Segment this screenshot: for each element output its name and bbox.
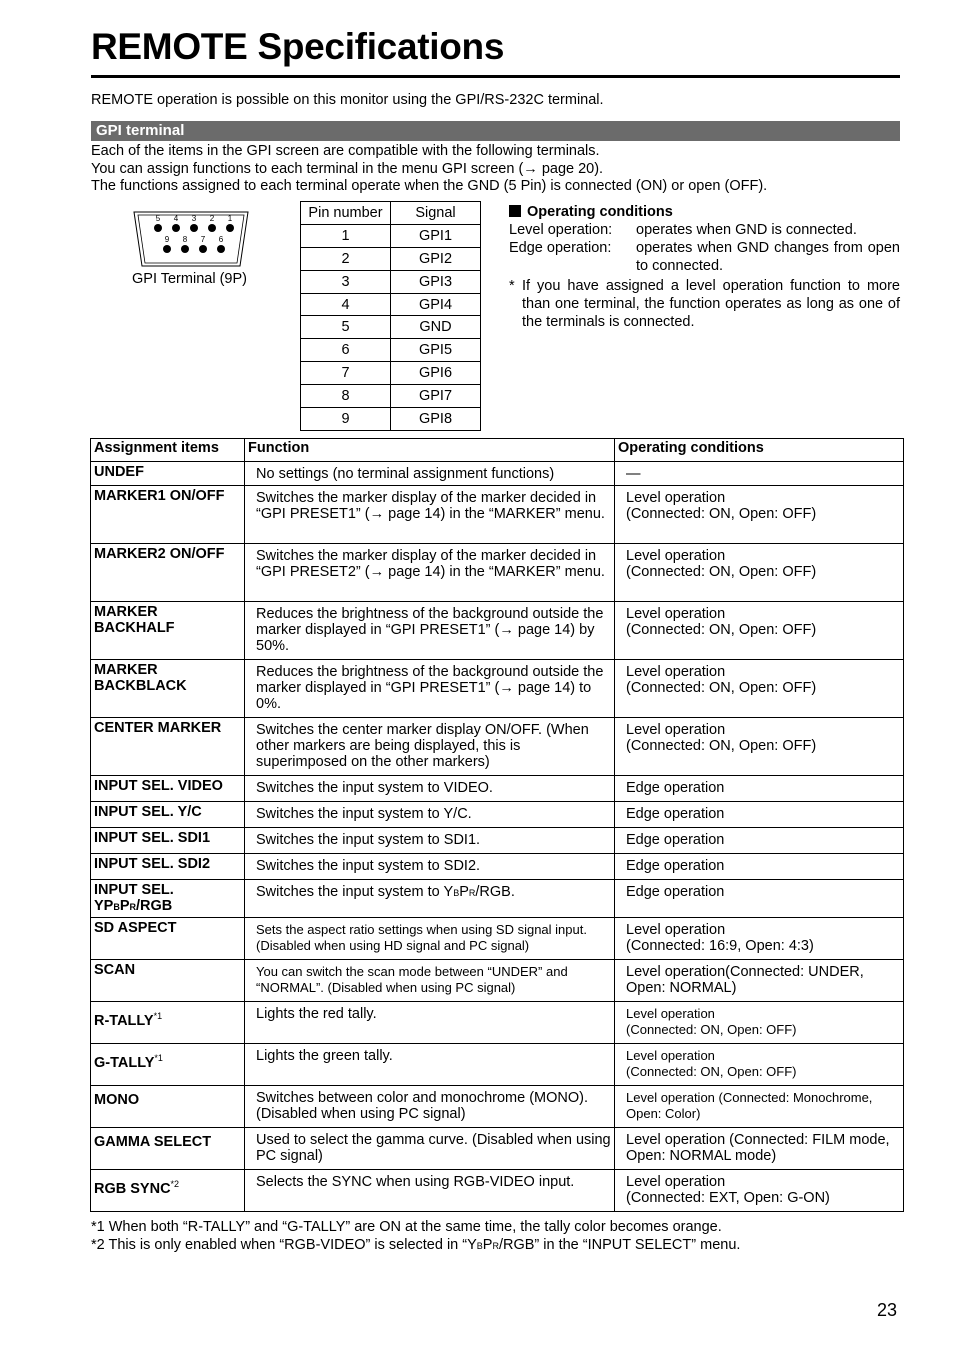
function-cell: Switches the input system to SDI2. bbox=[245, 854, 615, 880]
pin-table bbox=[300, 201, 481, 431]
pin-dot bbox=[199, 245, 207, 253]
operating-condition-cell: Level operation (Connected: Monochrome, Open: Color) bbox=[615, 1086, 904, 1128]
operating-condition-cell: Level operation (Connected: FILM mode, Open: NORMAL mode) bbox=[615, 1128, 904, 1170]
assignment-item bbox=[91, 918, 245, 960]
table-row bbox=[91, 486, 904, 544]
item-text: GAMMA SELECT bbox=[94, 1134, 212, 1150]
function-cell: Switches the input system to VIDEO. bbox=[245, 776, 615, 802]
operating-condition-cell: Level operation (Connected: ON, Open: OFF) bbox=[615, 1044, 904, 1086]
item-r: R bbox=[129, 902, 137, 912]
gpi-paragraph-line: Each of the items in the GPI screen are compatible with the following terminals. bbox=[91, 143, 600, 159]
operating-condition-cell: Level operation (Connected: ON, Open: OFF) bbox=[615, 486, 904, 544]
assignment-item bbox=[91, 776, 245, 802]
item-text: INPUT SEL. SDI1 bbox=[94, 830, 211, 846]
function-cell: Reduces the brightness of the background outside the marker displayed in “GPI PRESET1” (→ page 14) to 0%. bbox=[245, 660, 615, 718]
assignment-item bbox=[91, 880, 245, 918]
assignment-item bbox=[91, 828, 245, 854]
assignment-item bbox=[91, 544, 245, 602]
pin-row bbox=[301, 316, 481, 339]
pin-number-label: 5 bbox=[155, 214, 161, 223]
section-title: GPI terminal bbox=[96, 122, 185, 139]
intro-text: REMOTE operation is possible on this monitor using the GPI/RS-232C terminal. bbox=[91, 92, 604, 108]
item-text: CENTER MARKER bbox=[94, 720, 222, 736]
assignment-table bbox=[90, 438, 904, 1212]
pin-row bbox=[301, 362, 481, 385]
pin-number-label: 9 bbox=[164, 235, 170, 244]
pin-dot bbox=[226, 224, 234, 232]
pin-dot bbox=[217, 245, 225, 253]
table-row bbox=[91, 802, 904, 828]
heading-text: Operating conditions bbox=[527, 204, 673, 220]
operating-condition-cell: Level operation (Connected: ON, Open: OFF) bbox=[615, 718, 904, 776]
note-mark: * bbox=[509, 278, 515, 294]
operating-conditions bbox=[509, 203, 900, 331]
table-row bbox=[91, 918, 904, 960]
pin-number: 1 bbox=[301, 224, 391, 247]
note-text: If you have assigned a level operation function to more than one terminal, the function operates as long as one of the terminals is connected. bbox=[522, 278, 900, 330]
footnote-2-post: /RGB” in the “INPUT SELECT” menu. bbox=[498, 1237, 741, 1253]
footnote-mark: *2 bbox=[170, 1179, 180, 1189]
pin-number-label: 8 bbox=[182, 235, 188, 244]
gpi-connector-diagram bbox=[132, 210, 250, 268]
edge-text: operates when GND changes from open to connected. bbox=[636, 240, 900, 274]
footnote-mark: *1 bbox=[154, 1053, 163, 1063]
pin-header-number: Pin number bbox=[301, 202, 391, 225]
operating-condition-cell: Level operation (Connected: EXT, Open: G-ON) bbox=[615, 1170, 904, 1212]
gpi-paragraph bbox=[91, 143, 767, 196]
page-number: 23 bbox=[877, 1300, 898, 1320]
item-p: P bbox=[119, 898, 130, 914]
header-assignment-items: Assignment items bbox=[91, 439, 245, 462]
pin-signal: GPI5 bbox=[391, 339, 481, 362]
assignment-item bbox=[91, 486, 245, 544]
connector-label: GPI Terminal (9P) bbox=[132, 271, 247, 287]
operating-condition-cell: Edge operation bbox=[615, 828, 904, 854]
item-line: INPUT SEL. bbox=[94, 882, 174, 898]
pin-number-label: 6 bbox=[218, 235, 224, 244]
function-cell: Switches the marker display of the marker decided in “GPI PRESET2” (→ page 14) in the “MARKER” menu. bbox=[245, 544, 615, 602]
item-text: MARKER BACKBLACK bbox=[94, 662, 187, 694]
assignment-item bbox=[91, 660, 245, 718]
operating-condition-cell: Level operation (Connected: ON, Open: OFF) bbox=[615, 660, 904, 718]
section-header-gpi bbox=[91, 121, 900, 141]
pin-dot bbox=[208, 224, 216, 232]
table-row bbox=[91, 880, 904, 918]
item-text: RGB SYNC bbox=[94, 1180, 171, 1197]
title-rule bbox=[91, 75, 900, 78]
pin-number: 7 bbox=[301, 362, 391, 385]
item-text: MARKER1 ON/OFF bbox=[94, 488, 225, 504]
function-cell: Lights the green tally. bbox=[245, 1044, 615, 1086]
pin-number: 4 bbox=[301, 293, 391, 316]
table-row bbox=[91, 1086, 904, 1128]
item-text: INPUT SEL. Y/C bbox=[94, 804, 202, 820]
pin-row bbox=[301, 293, 481, 316]
item-text: SCAN bbox=[94, 962, 136, 978]
table-row bbox=[91, 462, 904, 486]
operating-note bbox=[509, 277, 900, 331]
pin-number: 9 bbox=[301, 408, 391, 431]
pin-row bbox=[301, 339, 481, 362]
edge-label: Edge operation: bbox=[509, 240, 612, 256]
table-row bbox=[91, 1002, 904, 1044]
table-row bbox=[91, 544, 904, 602]
pin-table-header bbox=[301, 202, 481, 225]
pin-row bbox=[301, 270, 481, 293]
pin-row bbox=[301, 385, 481, 408]
square-bullet-icon bbox=[509, 205, 521, 217]
pin-number-label: 7 bbox=[200, 235, 206, 244]
function-cell: Sets the aspect ratio settings when using SD signal input. (Disabled when using HD signal and PC signal) bbox=[245, 918, 615, 960]
footnote-1: *1 When both “R-TALLY” and “G-TALLY” are ON at the same time, the tally color becomes orange. bbox=[91, 1219, 722, 1235]
operating-condition-cell: Edge operation bbox=[615, 854, 904, 880]
function-cell: Lights the red tally. bbox=[245, 1002, 615, 1044]
function-cell: Switches the marker display of the marker decided in “GPI PRESET1” (→ page 14) in the “MARKER” menu. bbox=[245, 486, 615, 544]
level-label: Level operation: bbox=[509, 222, 613, 238]
header-function: Function bbox=[245, 439, 615, 462]
function-cell: Switches the input system to Y/C. bbox=[245, 802, 615, 828]
function-pre: Switches the input system to Y bbox=[256, 884, 454, 900]
edge-operation-row bbox=[509, 239, 900, 275]
operating-condition-cell: — bbox=[615, 462, 904, 486]
function-p: P bbox=[459, 884, 469, 900]
assignment-item bbox=[91, 802, 245, 828]
function-cell: Used to select the gamma curve. (Disabled when using PC signal) bbox=[245, 1128, 615, 1170]
table-row bbox=[91, 1128, 904, 1170]
item-text: MONO bbox=[94, 1092, 140, 1108]
pin-signal: GND bbox=[391, 316, 481, 339]
pin-signal: GPI2 bbox=[391, 247, 481, 270]
assignment-item bbox=[91, 960, 245, 1002]
item-text: UNDEF bbox=[94, 464, 144, 480]
footnote-mark: *1 bbox=[153, 1011, 163, 1021]
footnote-2-pre: *2 This is only enabled when “RGB-VIDEO” is selected in “Y bbox=[91, 1237, 477, 1253]
operating-condition-cell: Edge operation bbox=[615, 776, 904, 802]
table-row bbox=[91, 718, 904, 776]
function-cell: Switches the input system to SDI1. bbox=[245, 828, 615, 854]
function-cell: Selects the SYNC when using RGB-VIDEO input. bbox=[245, 1170, 615, 1212]
assignment-item bbox=[91, 1170, 245, 1212]
table-row bbox=[91, 960, 904, 1002]
function-cell: Switches the center marker display ON/OFF. (When other markers are being displayed, this is superimposed on the other markers) bbox=[245, 718, 615, 776]
header-operating-conditions: Operating conditions bbox=[615, 439, 904, 462]
function-post: /RGB. bbox=[475, 884, 515, 900]
footnote-2-r: R bbox=[492, 1241, 499, 1251]
item-b: B bbox=[113, 902, 120, 912]
pin-signal: GPI6 bbox=[391, 362, 481, 385]
pin-signal: GPI1 bbox=[391, 224, 481, 247]
pin-row bbox=[301, 247, 481, 270]
function-b: B bbox=[453, 888, 460, 898]
table-row bbox=[91, 776, 904, 802]
pin-number: 2 bbox=[301, 247, 391, 270]
pin-signal: GPI7 bbox=[391, 385, 481, 408]
connector-top-pins bbox=[154, 214, 234, 232]
function-cell: You can switch the scan mode between “UNDER” and “NORMAL”. (Disabled when using PC signal) bbox=[245, 960, 615, 1002]
page-title: REMOTE Specifications bbox=[91, 26, 505, 67]
pin-row bbox=[301, 224, 481, 247]
function-cell: No settings (no terminal assignment functions) bbox=[245, 462, 615, 486]
item-text: INPUT SEL. SDI2 bbox=[94, 856, 211, 872]
assignment-item bbox=[91, 1086, 245, 1128]
assignment-table-body bbox=[91, 462, 904, 1212]
function-cell: Reduces the brightness of the background outside the marker displayed in “GPI PRESET1” (→ page 14) by 50%. bbox=[245, 602, 615, 660]
operating-condition-cell: Level operation (Connected: ON, Open: OFF) bbox=[615, 544, 904, 602]
footnote-2 bbox=[91, 1236, 740, 1255]
pin-dot bbox=[172, 224, 180, 232]
pin-dot bbox=[190, 224, 198, 232]
level-operation-row bbox=[509, 221, 900, 239]
pin-number-label: 3 bbox=[191, 214, 197, 223]
assignment-item bbox=[91, 854, 245, 880]
item-rgb: /RGB bbox=[136, 898, 173, 914]
operating-condition-cell: Edge operation bbox=[615, 880, 904, 918]
table-row bbox=[91, 1170, 904, 1212]
footnote-2-b: B bbox=[476, 1241, 483, 1251]
connector-bottom-pins bbox=[163, 235, 225, 253]
pin-signal: GPI4 bbox=[391, 293, 481, 316]
assignment-item bbox=[91, 1044, 245, 1086]
function-cell bbox=[245, 880, 615, 918]
assignment-item bbox=[91, 602, 245, 660]
table-row bbox=[91, 1044, 904, 1086]
item-text: SD ASPECT bbox=[94, 920, 177, 936]
assignment-item bbox=[91, 1128, 245, 1170]
footnote-2-p: P bbox=[482, 1237, 493, 1253]
table-row bbox=[91, 854, 904, 880]
item-text: MARKER2 ON/OFF bbox=[94, 546, 225, 562]
item-text: MARKER BACKHALF bbox=[94, 604, 175, 636]
table-row bbox=[91, 828, 904, 854]
operating-condition-cell: Level operation (Connected: ON, Open: OFF) bbox=[615, 602, 904, 660]
pin-header-signal: Signal bbox=[391, 202, 481, 225]
item-text: R-TALLY bbox=[94, 1012, 154, 1029]
pin-dot bbox=[163, 245, 171, 253]
function-r: R bbox=[468, 888, 476, 898]
gpi-paragraph-line: The functions assigned to each terminal operate when the GND (5 Pin) is connected (ON) or open (OFF). bbox=[91, 178, 768, 194]
pin-number-label: 2 bbox=[209, 214, 215, 223]
item-text: G-TALLY bbox=[94, 1054, 155, 1071]
table-row bbox=[91, 602, 904, 660]
pin-number-label: 1 bbox=[227, 214, 233, 223]
operating-condition-cell: Level operation (Connected: 16:9, Open: 4:3) bbox=[615, 918, 904, 960]
table-row bbox=[91, 660, 904, 718]
function-cell: Switches between color and monochrome (MONO). (Disabled when using PC signal) bbox=[245, 1086, 615, 1128]
pin-signal: GPI3 bbox=[391, 270, 481, 293]
operating-condition-cell: Level operation(Connected: UNDER, Open: NORMAL) bbox=[615, 960, 904, 1002]
item-y: Y bbox=[94, 898, 104, 914]
pin-dot bbox=[181, 245, 189, 253]
pin-dot bbox=[154, 224, 162, 232]
pin-number-label: 4 bbox=[173, 214, 179, 223]
assignment-item bbox=[91, 718, 245, 776]
item-text: INPUT SEL. VIDEO bbox=[94, 778, 223, 794]
operating-condition-cell: Edge operation bbox=[615, 802, 904, 828]
pin-signal: GPI8 bbox=[391, 408, 481, 431]
operating-conditions-heading bbox=[509, 203, 900, 221]
level-text: operates when GND is connected. bbox=[636, 222, 857, 238]
pin-number: 8 bbox=[301, 385, 391, 408]
assignment-item bbox=[91, 1002, 245, 1044]
item-p: P bbox=[103, 898, 114, 914]
assignment-item bbox=[91, 462, 245, 486]
gpi-paragraph-line: You can assign functions to each terminal in the menu GPI screen (→ page 20). bbox=[91, 160, 604, 177]
footnotes bbox=[91, 1218, 740, 1255]
pin-row bbox=[301, 408, 481, 431]
pin-number: 3 bbox=[301, 270, 391, 293]
operating-condition-cell: Level operation (Connected: ON, Open: OFF) bbox=[615, 1002, 904, 1044]
pin-number: 6 bbox=[301, 339, 391, 362]
assignment-table-header bbox=[91, 439, 904, 462]
pin-number: 5 bbox=[301, 316, 391, 339]
